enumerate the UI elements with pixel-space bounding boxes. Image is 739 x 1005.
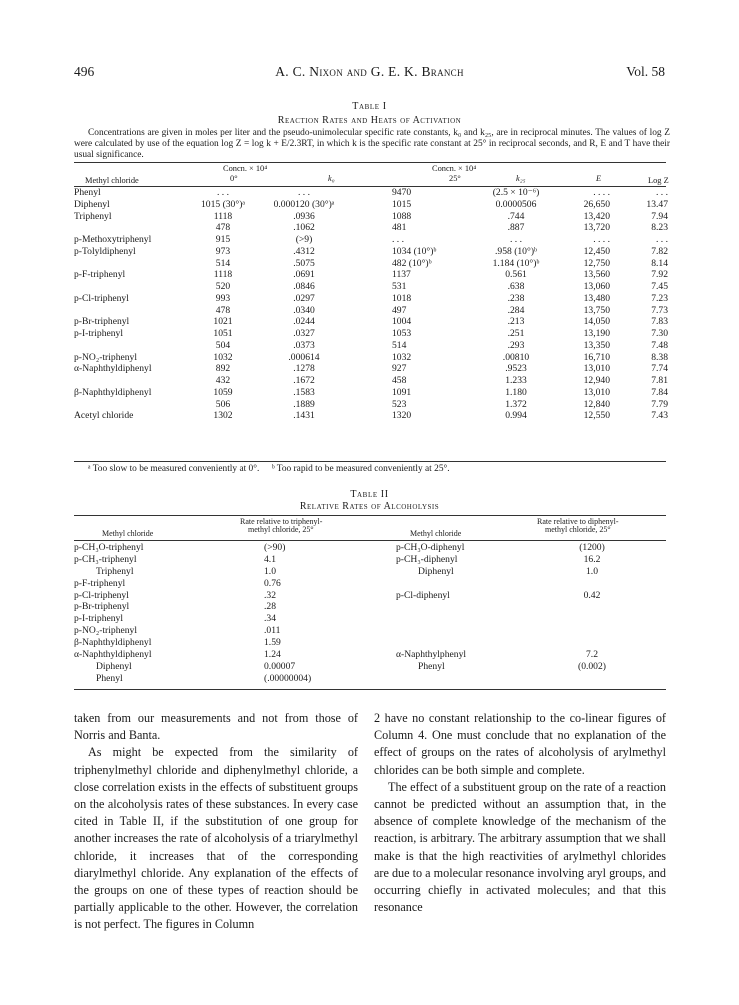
t1-cell-conc0: 1059: [213, 386, 233, 398]
t1-cell-logZ: 7.45: [651, 281, 668, 292]
t1-cell-conc0: 478: [215, 304, 231, 316]
table1-caption: [74, 128, 670, 161]
t1-cell-k25: 0.994: [505, 410, 527, 422]
table1-body: [74, 187, 670, 422]
t1-cell-E: 13,350: [583, 339, 610, 351]
t1-cell-name: Triphenyl: [74, 210, 112, 222]
table-row: [74, 246, 670, 258]
t1-cell-k25: 1.233: [505, 375, 527, 386]
t1-cell-name: p-Br-triphenyl: [74, 316, 130, 328]
t2-cell-left-val: 0.76: [264, 577, 281, 589]
t2-cell-right-val: 7.2: [586, 649, 598, 661]
t1-cell-conc25: 1034 (10°)ᵇ: [392, 245, 437, 257]
t1-cell-k0: .1278: [293, 363, 315, 375]
t1-cell-E: 12,450: [583, 245, 610, 257]
t1-cell-k0: .0244: [293, 316, 315, 328]
t1-cell-k0: .0936: [293, 210, 315, 222]
t2-cell-right-name: p-CH₃O-diphenyl: [396, 542, 465, 553]
t1-cell-logZ: 7.74: [651, 363, 668, 375]
t1-cell-E: 13,480: [583, 292, 610, 304]
t1-cell-k25: .744: [507, 210, 525, 222]
table-row: [74, 601, 670, 613]
table1-footnotes: [88, 464, 460, 474]
t1-header-methyl-chloride: Methyl chloride: [85, 176, 139, 185]
t1-cell-k25: 0.561: [505, 269, 527, 281]
t1-cell-k0: .0691: [293, 269, 315, 281]
table-row: [74, 637, 670, 649]
t1-cell-k0: .0373: [293, 339, 315, 351]
t1-cell-logZ: 7.30: [651, 328, 668, 339]
table-row: [74, 625, 670, 637]
t1-cell-name: p-Methoxytriphenyl: [74, 234, 152, 245]
table-row: [74, 293, 670, 305]
t2-cell-left-val: .011: [264, 625, 281, 637]
table-row: [74, 352, 670, 364]
table-row: [74, 234, 670, 246]
t1-cell-k25: .213: [507, 316, 525, 328]
t1-cell-k25: 1.180: [505, 386, 527, 398]
t1-cell-k25: .958 (10°)ᵇ: [495, 245, 537, 257]
t1-cell-E: 26,650: [583, 198, 610, 210]
t1-cell-k0: .1062: [293, 222, 315, 234]
body-paragraph: The effect of a substituent group on the rate of a reaction cannot be predicted without an assumption that, in the absence of complete knowledge of the mechanism of the reaction, is arbitrary. The arbitrary assumption that we shall make is that the high reactivities of arylmethyl chlorides are due to a molecular resonance involving aryl groups, and occurring chiefly in activated molecules; and that this resonance: [374, 779, 666, 915]
t1-cell-conc0: 1302: [213, 410, 233, 422]
t1-cell-logZ: 8.38: [651, 351, 668, 363]
t2-cell-right-val: (0.002): [578, 660, 606, 672]
t1-header-conc0: Concn. × 10⁴: [223, 164, 268, 173]
t2-cell-left-name: p-NO₂-triphenyl: [74, 625, 138, 637]
t1-cell-conc0: 1118: [213, 269, 233, 281]
t1-cell-k25: .293: [507, 339, 525, 351]
table2-top-rule: [74, 515, 666, 516]
table-row: [74, 222, 670, 234]
t1-cell-E: 13,750: [583, 304, 610, 316]
table-row: [74, 281, 670, 293]
t1-cell-logZ: 7.79: [651, 398, 668, 410]
t1-cell-k0: .1431: [293, 410, 315, 422]
body-column-right: [374, 710, 666, 916]
t1-cell-k25: .9523: [505, 363, 527, 375]
table-row: [74, 590, 670, 602]
t2-cell-left-name: p-I-triphenyl: [74, 613, 124, 625]
t2-cell-right-name: α-Naphthylphenyl: [396, 649, 467, 661]
t2-cell-left-val: 1.24: [264, 649, 281, 661]
t1-cell-logZ: 8.23: [651, 222, 668, 234]
t1-cell-k0: .5075: [293, 257, 315, 269]
table2-header-rule: [74, 540, 666, 541]
table-row: [74, 187, 670, 199]
t1-cell-conc25: 1004: [392, 316, 412, 328]
t1-cell-E: 14,050: [583, 316, 610, 328]
table1-number: Table I: [352, 101, 387, 112]
t2-header-methyl-right: Methyl chloride: [410, 529, 462, 538]
t1-cell-conc0: 1118: [213, 210, 233, 222]
t1-cell-k0: 0.000120 (30°)ᵃ: [273, 198, 335, 210]
t1-header-conc0-sub: 0°: [230, 174, 238, 183]
t1-cell-E: 13,010: [583, 363, 610, 375]
body-column-left: [74, 710, 358, 934]
t1-cell-k25: .887: [507, 222, 525, 234]
t1-header-k25: k₂₅: [516, 174, 526, 183]
t1-cell-conc0: 1021: [213, 316, 233, 328]
t1-cell-logZ: 7.23: [651, 292, 668, 304]
t1-cell-conc25: 523: [392, 398, 407, 410]
t2-header-rate-di-2: methyl chloride, 25°: [545, 525, 611, 534]
t1-cell-conc25: 1091: [392, 386, 412, 398]
table-row: [74, 649, 670, 661]
t1-cell-conc0: 478: [215, 222, 231, 234]
t1-cell-k0: .0327: [293, 328, 315, 339]
t1-cell-logZ: 8.14: [651, 257, 668, 269]
t2-cell-left-val: .28: [264, 601, 276, 613]
t2-cell-right-name: Diphenyl: [418, 565, 454, 577]
t2-cell-left-val: (>90): [264, 542, 286, 553]
t2-cell-left-val: 0.00007: [264, 660, 296, 672]
t1-cell-k0: .1672: [293, 375, 315, 386]
t1-cell-name: p-F-triphenyl: [74, 269, 126, 281]
table-row: [74, 554, 670, 566]
t1-cell-k0: .0846: [293, 281, 315, 292]
t2-cell-right-val: 16.2: [583, 553, 601, 565]
table2-number: Table II: [350, 489, 389, 500]
t1-cell-E: . . . .: [593, 187, 610, 198]
t1-cell-conc0: 892: [215, 363, 231, 375]
t1-cell-conc0: 514: [215, 257, 231, 269]
t2-cell-right-val: 0.42: [583, 589, 601, 601]
t1-cell-E: 16,710: [583, 351, 610, 363]
t1-cell-k25: . . .: [510, 234, 522, 245]
t1-cell-k25: 1.184 (10°)ᵇ: [492, 257, 540, 269]
t1-cell-name: p-I-triphenyl: [74, 328, 124, 339]
t1-cell-conc25: 497: [392, 304, 407, 316]
t1-cell-k0: (>9): [295, 234, 313, 245]
t1-cell-conc0: 504: [215, 339, 231, 351]
table1-title: Reaction Rates and Heats of Activation: [277, 115, 462, 126]
t2-header-methyl-left: Methyl chloride: [102, 529, 154, 538]
t1-cell-k25: .284: [507, 304, 525, 316]
t1-cell-E: 13,010: [583, 386, 610, 398]
t1-cell-E: 13,060: [583, 281, 610, 292]
table-row: [74, 399, 670, 411]
t1-cell-conc25: 927: [392, 363, 407, 375]
t1-cell-conc25: 1088: [392, 210, 412, 222]
t1-cell-logZ: 7.83: [651, 316, 668, 328]
t1-cell-E: 13,190: [583, 328, 610, 339]
t2-cell-left-name: p-Cl-triphenyl: [74, 589, 129, 601]
table2-title: Relative Rates of Alcoholysis: [299, 501, 440, 512]
table2-body: [74, 542, 670, 685]
table-row: [74, 661, 670, 673]
t1-cell-conc25: . . .: [392, 234, 404, 245]
table-row: [74, 566, 670, 578]
t1-cell-logZ: . . .: [656, 234, 668, 245]
table-row: [74, 542, 670, 554]
t2-cell-left-name: p-Br-triphenyl: [74, 601, 130, 613]
t1-cell-E: 13,560: [583, 269, 610, 281]
t1-cell-conc0: 506: [215, 398, 231, 410]
t1-cell-k25: 0.0000506: [495, 198, 537, 210]
t2-cell-right-val: (1200): [579, 542, 605, 553]
table-row: [74, 578, 670, 590]
t1-cell-name: Diphenyl: [74, 198, 110, 210]
t1-cell-logZ: 7.81: [651, 375, 668, 386]
t2-cell-left-name: p-F-triphenyl: [74, 577, 126, 589]
t2-cell-right-val: 1.0: [586, 565, 598, 577]
t2-cell-left-val: 1.59: [264, 637, 281, 649]
t1-header-logZ: Log Z: [648, 176, 669, 185]
t1-cell-conc25: 1053: [392, 328, 412, 339]
t1-cell-conc25: 1018: [392, 292, 412, 304]
t1-cell-logZ: 7.94: [651, 210, 668, 222]
t1-cell-conc0: 520: [215, 281, 231, 292]
t1-cell-logZ: 7.48: [651, 339, 668, 351]
table-row: [74, 211, 670, 223]
t2-header-rate-di-1: Rate relative to diphenyl-: [537, 517, 619, 526]
t1-cell-E: . . . .: [593, 234, 610, 245]
table1-bottom-rule: [74, 461, 666, 462]
t1-cell-k25: 1.372: [505, 398, 527, 410]
t1-cell-conc25: 482 (10°)ᵇ: [392, 257, 432, 269]
t2-cell-left-name: Phenyl: [96, 672, 123, 684]
t1-cell-E: 12,840: [583, 398, 610, 410]
t2-cell-right-name: p-Cl-diphenyl: [396, 589, 450, 601]
running-header: [74, 64, 665, 84]
table-row: [74, 387, 670, 399]
t1-header-conc25-sub: 25°: [449, 174, 461, 183]
footnote-a: ᵃ Too slow to be measured conveniently at 0°.: [88, 464, 260, 474]
t1-cell-E: 12,940: [583, 375, 610, 386]
table-row: [74, 328, 670, 340]
t2-cell-right-name: p-CH₃-diphenyl: [396, 553, 458, 565]
t1-cell-k0: .000614: [288, 351, 320, 363]
t1-cell-logZ: 7.92: [651, 269, 668, 281]
t1-cell-name: Phenyl: [74, 187, 101, 198]
t1-header-conc25: Concn. × 10⁴: [432, 164, 477, 173]
table-row: [74, 410, 670, 422]
running-authors: A. C. Nixon and G. E. K. Branch: [275, 64, 464, 79]
t1-cell-logZ: 7.82: [651, 245, 668, 257]
table-row: [74, 258, 670, 270]
t1-cell-name: α-Naphthyldiphenyl: [74, 363, 152, 375]
t1-cell-logZ: 7.84: [651, 386, 668, 398]
table-row: [74, 305, 670, 317]
table-row: [74, 199, 670, 211]
table-row: [74, 673, 670, 685]
t2-cell-left-name: p-CH₃O-triphenyl: [74, 542, 144, 553]
t1-cell-k25: .238: [507, 292, 525, 304]
t2-header-rate-tri-2: methyl chloride, 25°: [248, 525, 314, 534]
t2-cell-left-name: Diphenyl: [96, 660, 132, 672]
t1-cell-conc25: 514: [392, 339, 407, 351]
t2-cell-left-val: .34: [264, 613, 276, 625]
table2-bottom-rule: [74, 689, 666, 690]
t2-cell-right-name: Phenyl: [418, 660, 445, 672]
t2-cell-left-val: 1.0: [264, 565, 276, 577]
table1-top-rule: [74, 162, 666, 163]
t2-cell-left-val: (.00000004): [264, 672, 312, 684]
t1-cell-logZ: 7.73: [651, 304, 668, 316]
t1-cell-k0: .0340: [293, 304, 315, 316]
t1-cell-conc25: 1032: [392, 351, 412, 363]
t1-cell-E: 12,550: [583, 410, 610, 422]
t2-cell-left-name: β-Naphthyldiphenyl: [74, 637, 152, 649]
table1-caption-text: Concentrations are given in moles per liter and the pseudo-unimolecular specific rate constants, k₀ and k₂₅, are in reciprocal minutes. The values of log Z were calculated by use of the equation log Z = log k + E/2.3RT, in which k is the specific rate constant at 25° in reciprocal seconds, and R, E and T have their usual significance.: [74, 128, 670, 160]
table-row: [74, 613, 670, 625]
t1-cell-E: 13,420: [583, 210, 610, 222]
t1-cell-k0: .1583: [293, 386, 315, 398]
t2-cell-left-name: α-Naphthyldiphenyl: [74, 649, 152, 661]
body-paragraph: taken from our measurements and not from those of Norris and Banta.: [74, 711, 358, 743]
body-paragraph: As might be expected from the similarity of triphenylmethyl chloride and diphenylmethyl chloride, a close correlation exists in the effects of substituent groups on the alcoholysis rates of these substances. In every case cited in Table II, if the substitution of one group for another increases the rate of alcoholysis of a triarylmethyl chloride, it increases that of the corresponding diarylmethyl chloride. Any explanation of the effects of the groups on one of these types of reaction should be partially applicable to the other. However, the correlation is not perfect. The figures in Column: [74, 745, 358, 932]
table-row: [74, 269, 670, 281]
t1-cell-logZ: 13.47: [646, 198, 668, 210]
t2-cell-left-val: .32: [264, 589, 276, 601]
t1-cell-k25: .00810: [502, 351, 530, 363]
t1-cell-conc0: 1051: [213, 328, 233, 339]
t1-cell-conc0: 1032: [213, 351, 233, 363]
t1-cell-conc25: 1137: [392, 269, 411, 281]
t1-cell-name: p-Cl-triphenyl: [74, 292, 129, 304]
t1-cell-conc25: 531: [392, 281, 407, 292]
t1-cell-name: Acetyl chloride: [74, 410, 134, 422]
t1-cell-conc25: 458: [392, 375, 407, 386]
t1-cell-conc25: 9470: [392, 187, 412, 198]
t2-header-rate-tri-1: Rate relative to triphenyl-: [240, 517, 323, 526]
t1-cell-conc0: 915: [215, 234, 231, 245]
t1-header-E: E: [596, 174, 602, 183]
t1-cell-name: p-NO₂-triphenyl: [74, 351, 138, 363]
t1-cell-E: 13,720: [583, 222, 610, 234]
body-paragraph: 2 have no constant relationship to the co-linear figures of Column 4. One must conclude that no explanation of the effect of groups on the rates of alcoholysis of arylmethyl chlorides can be both simple and complete.: [374, 711, 666, 777]
t1-cell-E: 12,750: [583, 257, 610, 269]
t1-cell-k25: .251: [507, 328, 525, 339]
t1-cell-conc25: 1320: [392, 410, 412, 422]
t1-cell-k25: .638: [507, 281, 525, 292]
t1-cell-conc0: 993: [215, 292, 231, 304]
table-row: [74, 316, 670, 328]
table-row: [74, 340, 670, 352]
t1-cell-name: p-Tolyldiphenyl: [74, 245, 136, 257]
volume-label: Vol. 58: [626, 64, 665, 79]
t2-cell-left-name: p-CH₃-triphenyl: [74, 553, 137, 565]
table-row: [74, 363, 670, 375]
t1-cell-k0: . . .: [298, 187, 310, 198]
t1-cell-k0: .0297: [293, 292, 315, 304]
t1-cell-conc25: 481: [392, 222, 407, 234]
t1-cell-k25: (2.5 × 10⁻⁶): [492, 187, 540, 198]
t1-cell-logZ: 7.43: [651, 410, 668, 422]
t1-cell-conc0: 973: [215, 245, 231, 257]
footnote-b: ᵇ Too rapid to be measured conveniently at 25°.: [271, 464, 450, 474]
t1-cell-logZ: . . .: [656, 187, 668, 198]
t1-cell-name: β-Naphthyldiphenyl: [74, 386, 152, 398]
t1-cell-k0: .4312: [293, 245, 315, 257]
table-row: [74, 375, 670, 387]
t1-cell-k0: .1889: [293, 398, 315, 410]
t1-cell-conc0: 1015 (30°)ᵃ: [200, 198, 246, 210]
t1-cell-conc25: 1015: [392, 198, 412, 210]
t2-cell-left-name: Triphenyl: [96, 565, 134, 577]
page-number: 496: [74, 64, 95, 79]
t2-cell-left-val: 4.1: [264, 553, 276, 565]
t1-cell-conc0: . . .: [217, 187, 229, 198]
t1-cell-conc0: 432: [215, 375, 231, 386]
t1-header-k0: k₀: [328, 174, 335, 183]
